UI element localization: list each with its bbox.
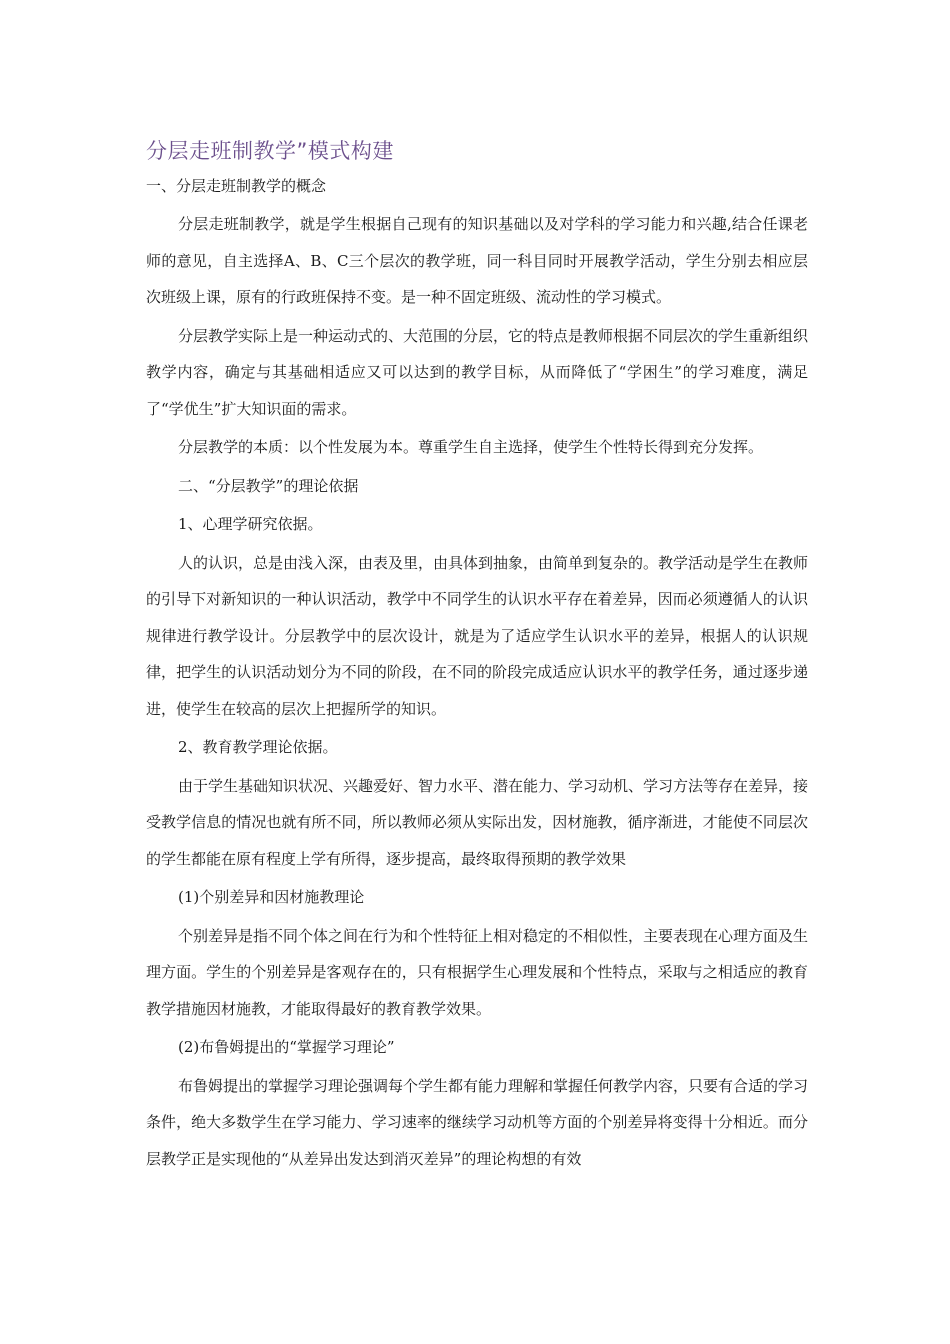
paragraph-mastery-learning: 布鲁姆提出的掌握学习理论强调每个学生都有能力理解和掌握任何教学内容，只要有合适的学习条件，绝大多数学生在学习能力、学习速率的继续学习动机等方面的个别差异将变得十分相近。而分层教学正是实现他的“从差异出发达到消灭差异”的理论构想的有效 <box>146 1076 809 1168</box>
subheading-mastery-learning: (2)布鲁姆提出的“掌握学习理论” <box>178 1038 395 1056</box>
paragraph-psychology: 人的认识，总是由浅入深，由表及里，由具体到抽象，由简单到复杂的。教学活动是学生在教师的引导下对新知识的一种认识活动，教学中不同学生的认识水平存在着差异，因而必须遵循人的认识规律进行教学设计。分层教学中的层次设计，就是为了适应学生认识水平的差异，根据人的认识规律，把学生的认识活动划分为不同的阶段，在不同的阶段完成适应认识水平的教学任务，通过逐步递进，使学生在较高的层次上把握所学的知识。 <box>146 553 809 718</box>
paragraph-education-theory: 由于学生基础知识状况、兴趣爱好、智力水平、潜在能力、学习动机、学习方法等存在差异，接受教学信息的情况也就有所不同，所以教师必须从实际出发，因材施教，循序渐进，才能使不同层次的学生都能在原有程度上学有所得，逐步提高，最终取得预期的教学效果 <box>146 776 809 868</box>
paragraph-individual-differences: 个别差异是指不同个体之间在行为和个性特征上相对稳定的不相似性，主要表现在心理方面及生理方面。学生的个别差异是客观存在的，只有根据学生心理发展和个性特点，采取与之相适应的教育教学措施因材施教，才能取得最好的教育教学效果。 <box>146 926 809 1018</box>
subheading-individual-differences: (1)个别差异和因材施教理论 <box>178 888 365 906</box>
section-heading-theory: 二、“分层教学”的理论依据 <box>178 476 359 495</box>
document-title: 分层走班制教学”模式构建 <box>146 139 394 163</box>
subheading-education-theory: 2、教育教学理论依据。 <box>178 738 338 756</box>
paragraph-characteristics: 分层教学实际上是一种运动式的、大范围的分层，它的特点是教师根据不同层次的学生重新组织教学内容，确定与其基础相适应又可以达到的教学目标，从而降低了“学困生”的学习难度，满足了“学优生”扩大知识面的需求。 <box>146 326 809 418</box>
paragraph-definition: 分层走班制教学，就是学生根据自己现有的知识基础以及对学科的学习能力和兴趣,结合任课老师的意见，自主选择A、B、C三个层次的教学班，同一科目同时开展教学活动，学生分别去相应层次班级上课，原有的行政班保持不变。是一种不固定班级、流动性的学习模式。 <box>146 215 808 306</box>
paragraph-essence: 分层教学的本质：以个性发展为本。尊重学生自主选择，使学生个性特长得到充分发挥。 <box>178 438 764 456</box>
document-page <box>146 136 808 1179</box>
section-heading-concept: 一、分层走班制教学的概念 <box>146 177 327 195</box>
subheading-psychology: 1、心理学研究依据。 <box>178 515 323 533</box>
